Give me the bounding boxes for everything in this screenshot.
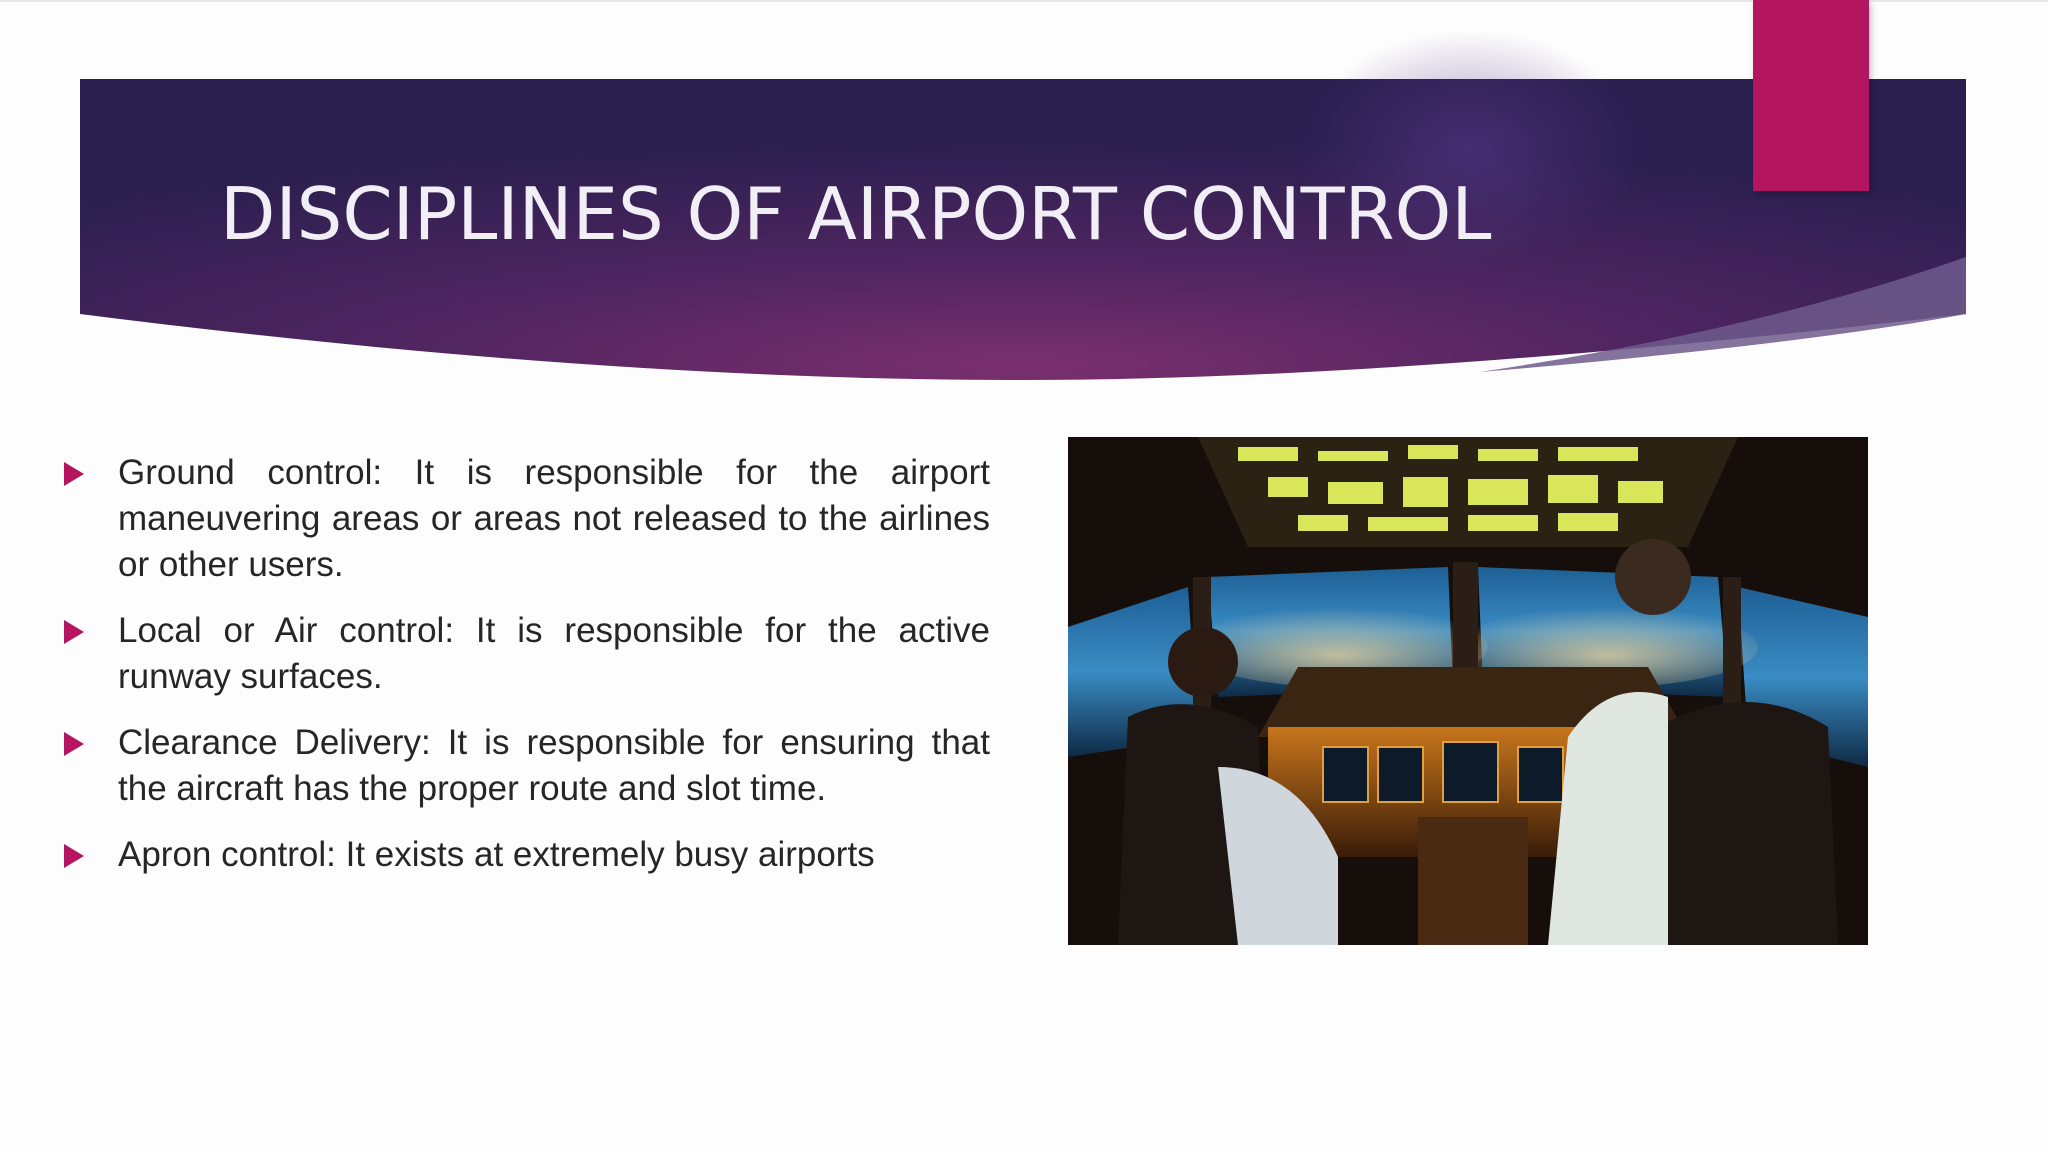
bullet-arrow-icon: [64, 462, 84, 486]
bullet-item: [60, 450, 990, 588]
bullet-item: [60, 832, 990, 878]
bullet-item: [60, 608, 990, 700]
bullet-text: Ground control: It is responsible for the airport maneuvering areas or areas not released to the airlines or other users.: [118, 453, 990, 584]
accent-tab: [1753, 0, 1869, 191]
bullet-arrow-icon: [64, 620, 84, 644]
slide-title: DISCIPLINES OF AIRPORT CONTROL: [220, 172, 1492, 256]
cockpit-illustration: [1068, 437, 1868, 945]
bullet-text: Local or Air control: It is responsible for the active runway surfaces.: [118, 611, 990, 696]
bullet-text: Clearance Delivery: It is responsible for ensuring that the aircraft has the proper route and slot time.: [118, 723, 990, 808]
bullet-arrow-icon: [64, 732, 84, 756]
bullet-arrow-icon: [64, 844, 84, 868]
cockpit-photo: [1068, 437, 1868, 945]
bullet-item: [60, 720, 990, 812]
bullet-text: Apron control: It exists at extremely busy airports: [118, 835, 875, 874]
bullet-list: [60, 450, 990, 898]
